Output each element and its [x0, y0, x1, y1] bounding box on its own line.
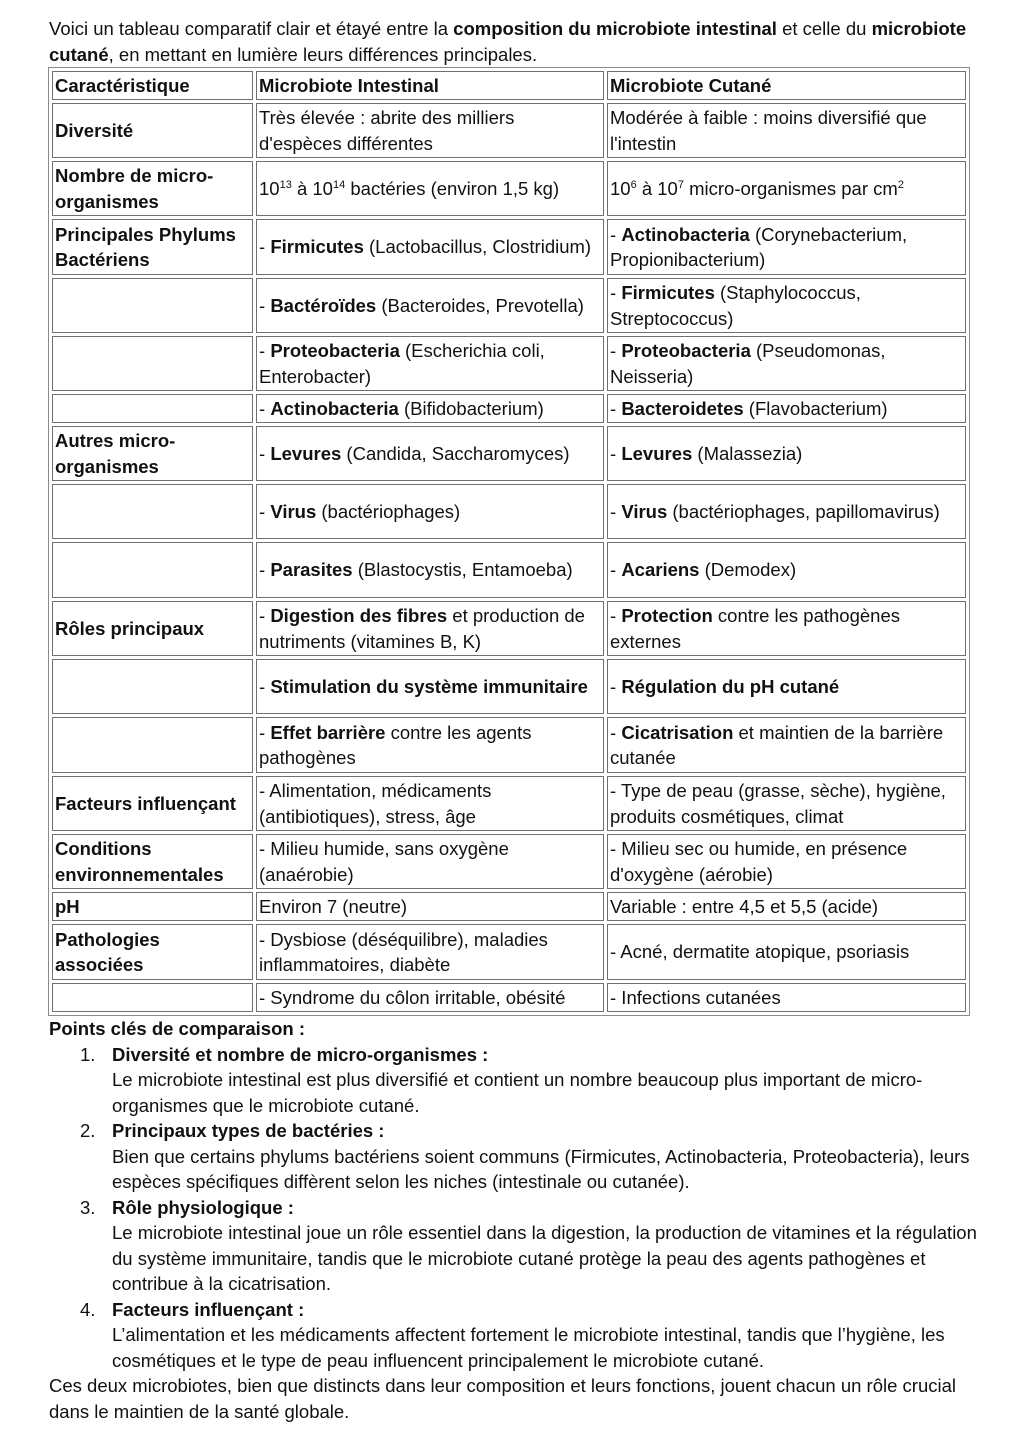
table-row	[52, 717, 966, 773]
bold-term: Actinobacteria	[621, 223, 750, 245]
bold-term: Actinobacteria	[270, 397, 399, 419]
key-point-text: Le microbiote intestinal est plus diversifié et contient un nombre beaucoup plus important de micro-organismes que le microbiote cutané.	[112, 1069, 923, 1116]
cell-text: (Staphylococcus, Streptococcus)	[610, 282, 861, 329]
intro-text: Voici un tableau comparatif clair et étayé entre la	[49, 18, 454, 39]
table-row	[52, 924, 966, 980]
cell-text: -	[259, 236, 271, 258]
table-row	[52, 161, 966, 216]
cell-text: - Type de peau (grasse, sèche), hygiène, produits cosmétiques, climat	[610, 780, 946, 827]
cell-cutane	[607, 219, 966, 275]
cell-text: bactéries (environ 1,5 kg)	[345, 177, 560, 199]
key-point-item	[49, 1195, 989, 1297]
table-row	[52, 103, 966, 158]
row-label	[52, 394, 253, 423]
comparison-table	[48, 67, 970, 1016]
exponent: 2	[897, 178, 904, 191]
cell-text: - Milieu sec ou humide, en présence d'oxygène (aérobie)	[610, 838, 908, 885]
exponent: 13	[279, 178, 292, 191]
exponent: 7	[677, 178, 684, 191]
bold-term: Protection	[621, 605, 713, 626]
table-header-row	[52, 71, 966, 100]
cell-text: et production de nutriments (vitamines B, K)	[259, 605, 585, 652]
cell-text: Modérée à faible : moins diversifié que l'intestin	[610, 107, 927, 154]
table-row	[52, 219, 966, 275]
bold-term: Proteobacteria	[621, 340, 751, 361]
table-row	[52, 278, 966, 333]
cell-intestinal	[256, 834, 604, 889]
cell-text: (Corynebacterium, Propionibacterium)	[610, 223, 908, 270]
cell-cutane	[607, 834, 966, 889]
cell-intestinal	[256, 426, 604, 481]
cell-cutane	[607, 924, 966, 980]
bold-term: Levures	[621, 442, 693, 464]
cell-intestinal	[256, 924, 604, 980]
cell-text: -	[610, 282, 622, 303]
row-label	[52, 278, 253, 333]
cell-text: Environ 7 (neutre)	[259, 895, 408, 917]
cell-text: (bactériophages)	[316, 500, 461, 522]
row-label	[52, 983, 253, 1012]
cell-text: (Blastocystis, Entamoeba)	[352, 559, 573, 581]
key-points-title: Points clés de comparaison :	[49, 1018, 305, 1039]
cell-text: - Infections cutanées	[610, 986, 781, 1008]
cell-text: Très élevée : abrite des milliers d'espèces différentes	[259, 107, 515, 154]
bold-term: Bacteroidetes	[621, 397, 744, 419]
cell-text: -	[610, 500, 622, 522]
bold-term: Firmicutes	[270, 236, 364, 258]
cell-text: -	[610, 442, 622, 464]
cell-intestinal	[256, 659, 604, 714]
row-label	[52, 484, 253, 539]
row-label: Nombre de micro-organismes	[52, 161, 253, 216]
table-row	[52, 426, 966, 481]
table-row	[52, 484, 966, 539]
exponent: 14	[332, 178, 346, 191]
intro-bold-cutane: microbiote cutané	[49, 18, 967, 65]
cell-text: -	[259, 559, 271, 581]
cell-intestinal	[256, 892, 604, 921]
bold-term: Bactéroïdes	[270, 294, 377, 316]
key-point-text: Bien que certains phylums bactériens soient communs (Firmicutes, Actinobacteria, Proteobacteria), leurs espèces spécifiques diffèrent selon les niches (intestinale ou cutanée).	[112, 1145, 970, 1192]
table-row	[52, 336, 966, 391]
cell-cutane	[607, 717, 966, 773]
cell-text: micro-organismes par cm	[683, 177, 898, 199]
table-row	[52, 542, 966, 598]
cell-text: - Dysbiose (déséquilibre), maladies inflammatoires, diabète	[259, 928, 548, 975]
key-point-number: 3.	[80, 1196, 96, 1218]
table-row	[52, 983, 966, 1012]
cell-text: Variable : entre 4,5 et 5,5 (acide)	[610, 895, 879, 917]
header-characteristic: Caractéristique	[52, 71, 253, 100]
cell-text: -	[610, 397, 622, 419]
bold-term: Digestion des fibres	[270, 605, 448, 626]
cell-text: -	[259, 340, 271, 361]
row-label: pH	[52, 892, 253, 921]
key-point-text: Le microbiote intestinal joue un rôle essentiel dans la digestion, la production de vitamines et la régulation du système immunitaire, tandis que le microbiote cutané protège la peau des agents pathogènes et contribue à la cicatrisation.	[112, 1222, 977, 1294]
cell-intestinal	[256, 278, 604, 333]
cell-text: -	[259, 721, 271, 743]
cell-cutane	[607, 394, 966, 423]
cell-text: -	[259, 675, 271, 697]
bold-term: Virus	[270, 500, 317, 522]
cell-cutane	[607, 659, 966, 714]
bold-term: Acariens	[621, 559, 700, 581]
bold-term: Régulation du pH cutané	[621, 675, 840, 697]
cell-text: 10	[610, 177, 631, 199]
cell-text: -	[259, 397, 271, 419]
table-row	[52, 601, 966, 656]
cell-cutane	[607, 983, 966, 1012]
row-label: Facteurs influençant	[52, 776, 253, 831]
key-point-number: 4.	[80, 1298, 96, 1320]
intro-paragraph	[49, 16, 969, 67]
bold-term: Effet barrière	[270, 721, 386, 743]
key-point-number: 2.	[80, 1120, 96, 1141]
bold-term: Firmicutes	[621, 282, 715, 303]
cell-intestinal	[256, 601, 604, 656]
cell-text: (Bifidobacterium)	[398, 397, 544, 419]
cell-text: -	[259, 442, 271, 464]
intro-text: , en mettant en lumière leurs différences principales.	[108, 43, 538, 65]
cell-intestinal	[256, 484, 604, 539]
cell-intestinal	[256, 983, 604, 1012]
key-point-item	[49, 1297, 989, 1374]
cell-cutane	[607, 542, 966, 598]
key-points-list	[49, 1042, 989, 1374]
row-label: Principales Phylums Bactériens	[52, 219, 253, 275]
table-row	[52, 892, 966, 921]
cell-text: -	[610, 223, 622, 245]
cell-text: contre les agents pathogènes	[259, 721, 532, 768]
key-point-text: L’alimentation et les médicaments affectent fortement le microbiote intestinal, tandis que l’hygiène, les cosmétiques et le type de peau influencent principalement le microbiote cutané.	[112, 1324, 945, 1371]
cell-intestinal	[256, 161, 604, 216]
cell-text: -	[259, 500, 271, 522]
cell-cutane	[607, 601, 966, 656]
cell-intestinal	[256, 717, 604, 773]
cell-text: (Flavobacterium)	[743, 397, 888, 419]
cell-text: et maintien de la barrière cutanée	[610, 721, 944, 768]
cell-text: (Pseudomonas, Neisseria)	[610, 340, 886, 387]
conclusion: Ces deux microbiotes, bien que distincts dans leur composition et leurs fonctions, jouent chacun un rôle crucial dans le maintien de la santé globale.	[49, 1375, 956, 1422]
document-page	[49, 16, 989, 1424]
cell-intestinal	[256, 776, 604, 831]
intro-text: et celle du	[776, 18, 872, 39]
cell-text: (Lactobacillus, Clostridium)	[363, 236, 592, 258]
cell-text: 10	[259, 177, 280, 199]
cell-intestinal	[256, 542, 604, 598]
cell-text: contre les pathogènes externes	[610, 605, 900, 652]
cell-text: -	[610, 340, 622, 361]
bold-term: Virus	[621, 500, 668, 522]
cell-cutane	[607, 892, 966, 921]
key-point-item	[49, 1118, 989, 1195]
row-label	[52, 717, 253, 773]
row-label	[52, 336, 253, 391]
cell-text: (Demodex)	[699, 559, 797, 581]
table-row	[52, 776, 966, 831]
cell-text: - Acné, dermatite atopique, psoriasis	[610, 941, 910, 963]
intro-bold-intestinal: composition du microbiote intestinal	[453, 18, 777, 39]
bold-term: Parasites	[270, 559, 353, 581]
cell-cutane	[607, 103, 966, 158]
header-intestinal: Microbiote Intestinal	[256, 71, 604, 100]
bold-term: Stimulation du système immunitaire	[270, 675, 588, 697]
cell-intestinal	[256, 219, 604, 275]
cell-text: -	[610, 605, 622, 626]
key-point-title: Rôle physiologique :	[112, 1196, 294, 1218]
cell-cutane	[607, 278, 966, 333]
cell-intestinal	[256, 394, 604, 423]
cell-text: - Milieu humide, sans oxygène (anaérobie)	[259, 838, 509, 885]
row-label: Conditions environnementales	[52, 834, 253, 889]
bold-term: Cicatrisation	[621, 721, 734, 743]
cell-cutane	[607, 426, 966, 481]
key-point-title: Facteurs influençant :	[112, 1298, 305, 1320]
row-label: Rôles principaux	[52, 601, 253, 656]
cell-text: -	[610, 559, 622, 581]
key-point-title: Principaux types de bactéries :	[112, 1120, 385, 1141]
table-row	[52, 394, 966, 423]
row-label: Pathologies associées	[52, 924, 253, 980]
cell-text: - Alimentation, médicaments (antibiotiques), stress, âge	[259, 780, 492, 827]
row-label	[52, 659, 253, 714]
row-label	[52, 542, 253, 598]
cell-intestinal	[256, 336, 604, 391]
row-label: Autres micro-organismes	[52, 426, 253, 481]
row-label: Diversité	[52, 103, 253, 158]
cell-cutane	[607, 776, 966, 831]
key-point-number: 1.	[80, 1043, 96, 1065]
cell-text: (Bacteroides, Prevotella)	[376, 294, 584, 316]
table-row	[52, 659, 966, 714]
table-row	[52, 834, 966, 889]
cell-text: (Candida, Saccharomyces)	[341, 442, 570, 464]
cell-text: - Syndrome du côlon irritable, obésité	[259, 986, 566, 1008]
header-cutane: Microbiote Cutané	[607, 71, 966, 100]
key-point-item	[49, 1042, 989, 1119]
cell-cutane	[607, 484, 966, 539]
cell-text: à 10	[636, 177, 678, 199]
key-point-title: Diversité et nombre de micro-organismes :	[112, 1043, 489, 1065]
cell-text: -	[610, 675, 622, 697]
bold-term: Proteobacteria	[270, 340, 400, 361]
cell-text: -	[259, 294, 271, 316]
cell-text: (Malassezia)	[692, 442, 803, 464]
cell-text: à 10	[291, 177, 333, 199]
bold-term: Levures	[270, 442, 342, 464]
cell-text: (Escherichia coli, Enterobacter)	[259, 340, 545, 387]
exponent: 6	[630, 178, 637, 191]
cell-cutane	[607, 161, 966, 216]
cell-intestinal	[256, 103, 604, 158]
cell-text: -	[610, 721, 622, 743]
cell-text: (bactériophages, papillomavirus)	[667, 500, 940, 522]
cell-text: -	[259, 605, 271, 626]
cell-cutane	[607, 336, 966, 391]
